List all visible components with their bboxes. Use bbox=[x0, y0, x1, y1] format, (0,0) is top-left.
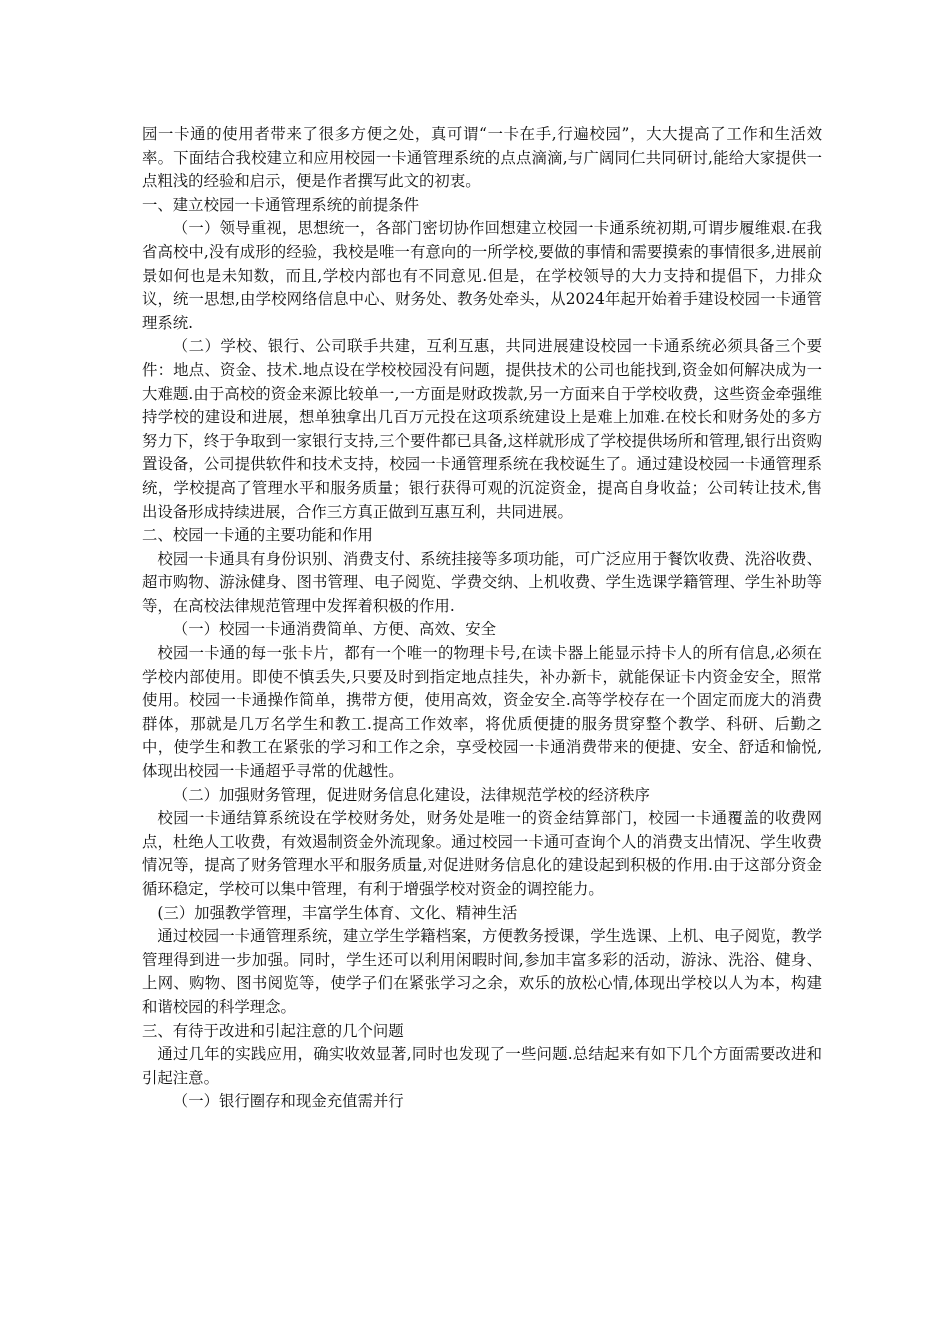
body-paragraph-3: 通过几年的实践应用，确实收效显著,同时也发现了一些问题.总结起来有如下几个方面需要改进和引起注意。 bbox=[142, 1045, 822, 1087]
subsection-paragraph-1-1: （一）领导重视，思想统一，各部门密切协作回想建立校园一卡通系统初期,可谓步履维艰.在我省高校中,没有成形的经验，我校是唯一有意向的一所学校,要做的事情和需要摸索的事情很多,进展前景如何也是未知数，而且,学校内部也有不同意见.但是，在学校领导的大力支持和提倡下，力排众议，统一思想,由学校网络信息中心、财务处、教务处牵头，从2024年起开始着手建设校园一卡通管理系统. bbox=[142, 219, 822, 332]
subsection-paragraph-1-2: （二）学校、银行、公司联手共建，互利互惠，共同进展建设校园一卡通系统必须具备三个要件：地点、资金、技术.地点设在学校校园没有问题，提供技术的公司也能找到,资金如何解决成为一大难题.由于高校的资金来源比较单一,一方面是财政拨款,另一方面来自于学校收费，这些资金牵强维持学校的建设和进展，想单独拿出几百万元投在这项系统建设上是难上加难.在校长和财务处的多方努力下，终于争取到一家银行支持,三个要件都已具备,这样就形成了学校提供场所和管理,银行出资购置设备，公司提供软件和技术支持，校园一卡通管理系统在我校诞生了。通过建设校园一卡通管理系统，学校提高了管理水平和服务质量；银行获得可观的沉淀资金，提高自身收益；公司转让技术,售出设备形成持续进展，合作三方真正做到互惠互利，共同进展。 bbox=[142, 337, 822, 521]
intro-paragraph: 园一卡通的使用者带来了很多方便之处，真可谓“一卡在手,行遍校园”，大大提高了工作和生活效率。下面结合我校建立和应用校园一卡通管理系统的点点滴滴,与广阔同仁共同研讨,能给大家提供一点粗浅的经验和启示，便是作者撰写此文的初衷。 bbox=[142, 125, 822, 191]
document-page bbox=[142, 123, 822, 1114]
section-heading-2: 二、校园一卡通的主要功能和作用 bbox=[142, 526, 373, 545]
body-paragraph-2-1: 校园一卡通的每一张卡片，都有一个唯一的物理卡号,在读卡器上能显示持卡人的所有信息,必须在学校内部使用。即使不慎丢失,只要及时到指定地点挂失，补办新卡，就能保证卡内资金安全，照常使用。校园一卡通操作简单，携带方便，使用高效，资金安全.高等学校存在一个固定而庞大的消费群体，那就是几万名学生和教工.提高工作效率，将优质便捷的服务贯穿整个教学、科研、后勤之中，使学生和教工在紧张的学习和工作之余，享受校园一卡通消费带来的便捷、安全、舒适和愉悦,体现出校园一卡通超乎寻常的优越性。 bbox=[142, 644, 822, 781]
section-heading-1: 一、建立校园一卡通管理系统的前提条件 bbox=[142, 195, 420, 214]
body-paragraph-2-2: 校园一卡通结算系统设在学校财务处，财务处是唯一的资金结算部门，校园一卡通覆盖的收费网点，杜绝人工收费，有效遏制资金外流现象。通过校园一卡通可查询个人的消费支出情况、学生收费情况等，提高了财务管理水平和服务质量,对促进财务信息化的建设起到积极的作用.由于这部分资金循环稳定，学校可以集中管理，有利于增强学校对资金的调控能力。 bbox=[142, 809, 822, 898]
subsection-heading-2-1: （一）校园一卡通消费简单、方便、高效、安全 bbox=[172, 620, 497, 639]
body-paragraph-2: 校园一卡通具有身份识别、消费支付、系统挂接等多项功能，可广泛应用于餐饮收费、洗浴收费、超市购物、游泳健身、图书管理、电子阅览、学费交纳、上机收费、学生选课学籍管理、学生补助等等，在高校法律规范管理中发挥着积极的作用. bbox=[142, 549, 822, 615]
subsection-heading-2-3: (三）加强教学管理，丰富学生体育、文化、精神生活 bbox=[157, 903, 518, 922]
subsection-heading-2-2: （二）加强财务管理，促进财务信息化建设，法律规范学校的经济秩序 bbox=[172, 785, 650, 804]
body-paragraph-2-3: 通过校园一卡通管理系统，建立学生学籍档案，方便教务授课，学生选课、上机、电子阅览，教学管理得到进一步加强。同时，学生还可以利用闲暇时间,参加丰富多彩的活动，游泳、洗浴、健身、上网、购物、图书阅览等，使学子们在紧张学习之余，欢乐的放松心情,体现出学校以人为本，构建和谐校园的科学理念。 bbox=[142, 927, 822, 1016]
subsection-heading-3-1: （一）银行圈存和现金充值需并行 bbox=[172, 1092, 404, 1111]
section-heading-3: 三、有待于改进和引起注意的几个问题 bbox=[142, 1021, 404, 1040]
